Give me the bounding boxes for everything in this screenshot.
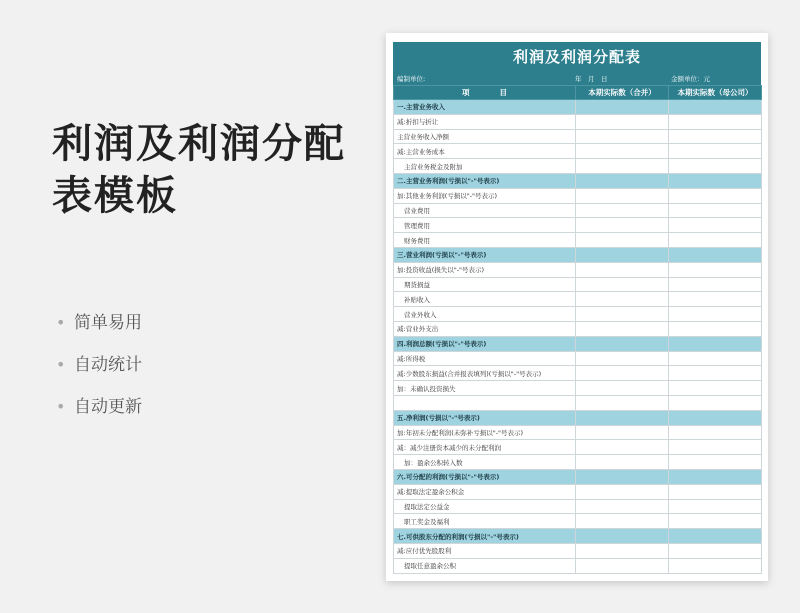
value-cell-parent[interactable] [669, 114, 762, 129]
value-cell-parent[interactable] [669, 218, 762, 233]
value-cell-consolidated[interactable] [576, 366, 669, 381]
value-cell-parent[interactable] [669, 307, 762, 322]
value-cell-parent[interactable] [669, 100, 762, 115]
value-cell-parent[interactable] [669, 277, 762, 292]
value-cell-parent[interactable] [669, 188, 762, 203]
column-header: 本期实际数（母公司） [669, 86, 762, 100]
value-cell-consolidated[interactable] [576, 321, 669, 336]
row-label[interactable]: 管理费用 [394, 218, 576, 233]
row-label[interactable]: 加:其他业务利润(亏损以"-"号表示) [394, 188, 576, 203]
value-cell-consolidated[interactable] [576, 499, 669, 514]
bullet-icon: • [56, 355, 66, 374]
row-label[interactable]: 财务费用 [394, 233, 576, 248]
value-cell-parent[interactable] [669, 410, 762, 425]
sheet-title: 利润及利润分配表 [512, 48, 641, 66]
value-cell-consolidated[interactable] [576, 514, 669, 529]
row-label[interactable]: 加:年初未分配利润(未弥补亏损以"-"号表示) [394, 425, 576, 440]
feature-item [56, 350, 142, 392]
table-row [394, 321, 762, 336]
row-label[interactable]: 补贴收入 [394, 292, 576, 307]
row-label[interactable]: 主营业务税金及附加 [394, 159, 576, 174]
value-cell-consolidated[interactable] [576, 543, 669, 558]
feature-label: 自动更新 [74, 397, 142, 417]
value-cell-consolidated[interactable] [576, 529, 669, 544]
bullet-icon: • [56, 313, 66, 332]
row-label[interactable]: 提取任意盈余公积 [394, 558, 576, 573]
feature-list [56, 308, 142, 434]
row-label[interactable]: 减:少数股东损益(合并报表填列)(亏损以"-"号表示) [394, 366, 576, 381]
value-cell-consolidated[interactable] [576, 425, 669, 440]
row-label[interactable]: 加：盈余公积转入数 [394, 455, 576, 470]
value-cell-consolidated[interactable] [576, 218, 669, 233]
row-label[interactable]: 二.主营业务利润(亏损以"-"号表示) [394, 173, 576, 188]
value-cell-parent[interactable] [669, 336, 762, 351]
table-row [394, 218, 762, 233]
value-cell-consolidated[interactable] [576, 277, 669, 292]
row-label[interactable]: 减:提取法定盈余公积金 [394, 484, 576, 499]
value-cell-consolidated[interactable] [576, 188, 669, 203]
value-cell-consolidated[interactable] [576, 351, 669, 366]
value-cell-parent[interactable] [669, 469, 762, 484]
section-row [394, 529, 762, 544]
section-row [394, 469, 762, 484]
spreadsheet-preview [386, 33, 768, 581]
value-cell-parent[interactable] [669, 262, 762, 277]
row-label[interactable]: 期货损益 [394, 277, 576, 292]
value-cell-parent[interactable] [669, 425, 762, 440]
value-cell-parent[interactable] [669, 499, 762, 514]
row-label[interactable]: 减:折扣与折让 [394, 114, 576, 129]
table-row [394, 381, 762, 396]
row-label[interactable]: 职工奖金及福利 [394, 514, 576, 529]
row-label[interactable]: 减:所得税 [394, 351, 576, 366]
value-cell-parent[interactable] [669, 395, 762, 410]
value-cell-parent[interactable] [669, 159, 762, 174]
table-row [394, 262, 762, 277]
row-label[interactable]: 三.营业利润(亏损以"-"号表示) [394, 247, 576, 262]
value-cell-consolidated[interactable] [576, 129, 669, 144]
row-label[interactable]: 减：减少注册资本减少的未分配利润 [394, 440, 576, 455]
value-cell-consolidated[interactable] [576, 247, 669, 262]
value-cell-parent[interactable] [669, 484, 762, 499]
value-cell-parent[interactable] [669, 247, 762, 262]
section-row [394, 173, 762, 188]
table-row [394, 395, 762, 410]
table-row [394, 188, 762, 203]
unit-left: 编制单位: [397, 75, 426, 83]
hero-title: 利润及利润分配表模板 [52, 121, 346, 219]
feature-item [56, 308, 142, 350]
row-label[interactable]: 营业费用 [394, 203, 576, 218]
row-label[interactable]: 五.净利润(亏损以"-"号表示) [394, 410, 576, 425]
row-label[interactable]: 六.可分配的利润(亏损以"-"号表示) [394, 469, 576, 484]
row-label[interactable]: 加：未确认投资损失 [394, 381, 576, 396]
table-row [394, 307, 762, 322]
row-label[interactable]: 四.利润总额(亏损以"-"号表示) [394, 336, 576, 351]
value-cell-consolidated[interactable] [576, 307, 669, 322]
unit-right: 金额单位：元 [671, 75, 710, 83]
table-header-row [394, 86, 762, 100]
sheet-header [393, 42, 761, 85]
table-row [394, 292, 762, 307]
row-label[interactable]: 减:应付优先股股利 [394, 543, 576, 558]
table-row [394, 543, 762, 558]
table-row [394, 129, 762, 144]
value-cell-consolidated[interactable] [576, 455, 669, 470]
feature-label: 自动统计 [74, 355, 142, 375]
row-label[interactable]: 营业外收入 [394, 307, 576, 322]
value-cell-parent[interactable] [669, 351, 762, 366]
value-cell-parent[interactable] [669, 321, 762, 336]
report-date: 年 月 日 [575, 75, 608, 83]
value-cell-parent[interactable] [669, 440, 762, 455]
table-row [394, 558, 762, 573]
value-cell-parent[interactable] [669, 558, 762, 573]
value-cell-consolidated[interactable] [576, 144, 669, 159]
row-label[interactable]: 减:主营业务成本 [394, 144, 576, 159]
table-row [394, 351, 762, 366]
table-row [394, 514, 762, 529]
value-cell-consolidated[interactable] [576, 410, 669, 425]
value-cell-consolidated[interactable] [576, 381, 669, 396]
value-cell-consolidated[interactable] [576, 292, 669, 307]
table-row [394, 484, 762, 499]
value-cell-consolidated[interactable] [576, 484, 669, 499]
table-row [394, 114, 762, 129]
value-cell-parent[interactable] [669, 455, 762, 470]
row-label[interactable]: 一.主营业务收入 [394, 100, 576, 115]
table-row [394, 440, 762, 455]
value-cell-parent[interactable] [669, 292, 762, 307]
value-cell-parent[interactable] [669, 173, 762, 188]
value-cell-consolidated[interactable] [576, 469, 669, 484]
value-cell-consolidated[interactable] [576, 558, 669, 573]
value-cell-consolidated[interactable] [576, 100, 669, 115]
feature-label: 简单易用 [74, 313, 142, 333]
value-cell-parent[interactable] [669, 381, 762, 396]
value-cell-parent[interactable] [669, 144, 762, 159]
feature-item [56, 392, 142, 434]
section-row [394, 100, 762, 115]
bullet-icon: • [56, 397, 66, 416]
value-cell-parent[interactable] [669, 529, 762, 544]
value-cell-consolidated[interactable] [576, 203, 669, 218]
table-row [394, 425, 762, 440]
value-cell-consolidated[interactable] [576, 395, 669, 410]
section-row [394, 336, 762, 351]
row-label[interactable]: 提取法定公益金 [394, 499, 576, 514]
table-row [394, 455, 762, 470]
table-row [394, 203, 762, 218]
value-cell-consolidated[interactable] [576, 262, 669, 277]
value-cell-parent[interactable] [669, 233, 762, 248]
value-cell-consolidated[interactable] [576, 440, 669, 455]
row-label[interactable]: 七.可供股东分配的利润(亏损以"-"号表示) [394, 529, 576, 544]
table-row [394, 159, 762, 174]
table-row [394, 366, 762, 381]
section-row [394, 410, 762, 425]
column-header: 项 目 [394, 86, 576, 100]
table-row [394, 499, 762, 514]
value-cell-parent[interactable] [669, 203, 762, 218]
table-row [394, 233, 762, 248]
value-cell-consolidated[interactable] [576, 336, 669, 351]
sheet-meta [393, 72, 761, 85]
table-row [394, 144, 762, 159]
value-cell-consolidated[interactable] [576, 159, 669, 174]
value-cell-consolidated[interactable] [576, 173, 669, 188]
value-cell-parent[interactable] [669, 129, 762, 144]
section-row [394, 247, 762, 262]
value-cell-parent[interactable] [669, 543, 762, 558]
table-row [394, 277, 762, 292]
row-label[interactable]: 加:投资收益(损失以"-"号表示) [394, 262, 576, 277]
row-label[interactable]: 减:营业外支出 [394, 321, 576, 336]
row-label[interactable]: 主营业务收入净额 [394, 129, 576, 144]
value-cell-consolidated[interactable] [576, 233, 669, 248]
value-cell-consolidated[interactable] [576, 114, 669, 129]
profit-table [393, 85, 762, 574]
value-cell-parent[interactable] [669, 366, 762, 381]
value-cell-parent[interactable] [669, 514, 762, 529]
row-label[interactable] [394, 395, 576, 410]
column-header: 本期实际数（合并） [576, 86, 669, 100]
